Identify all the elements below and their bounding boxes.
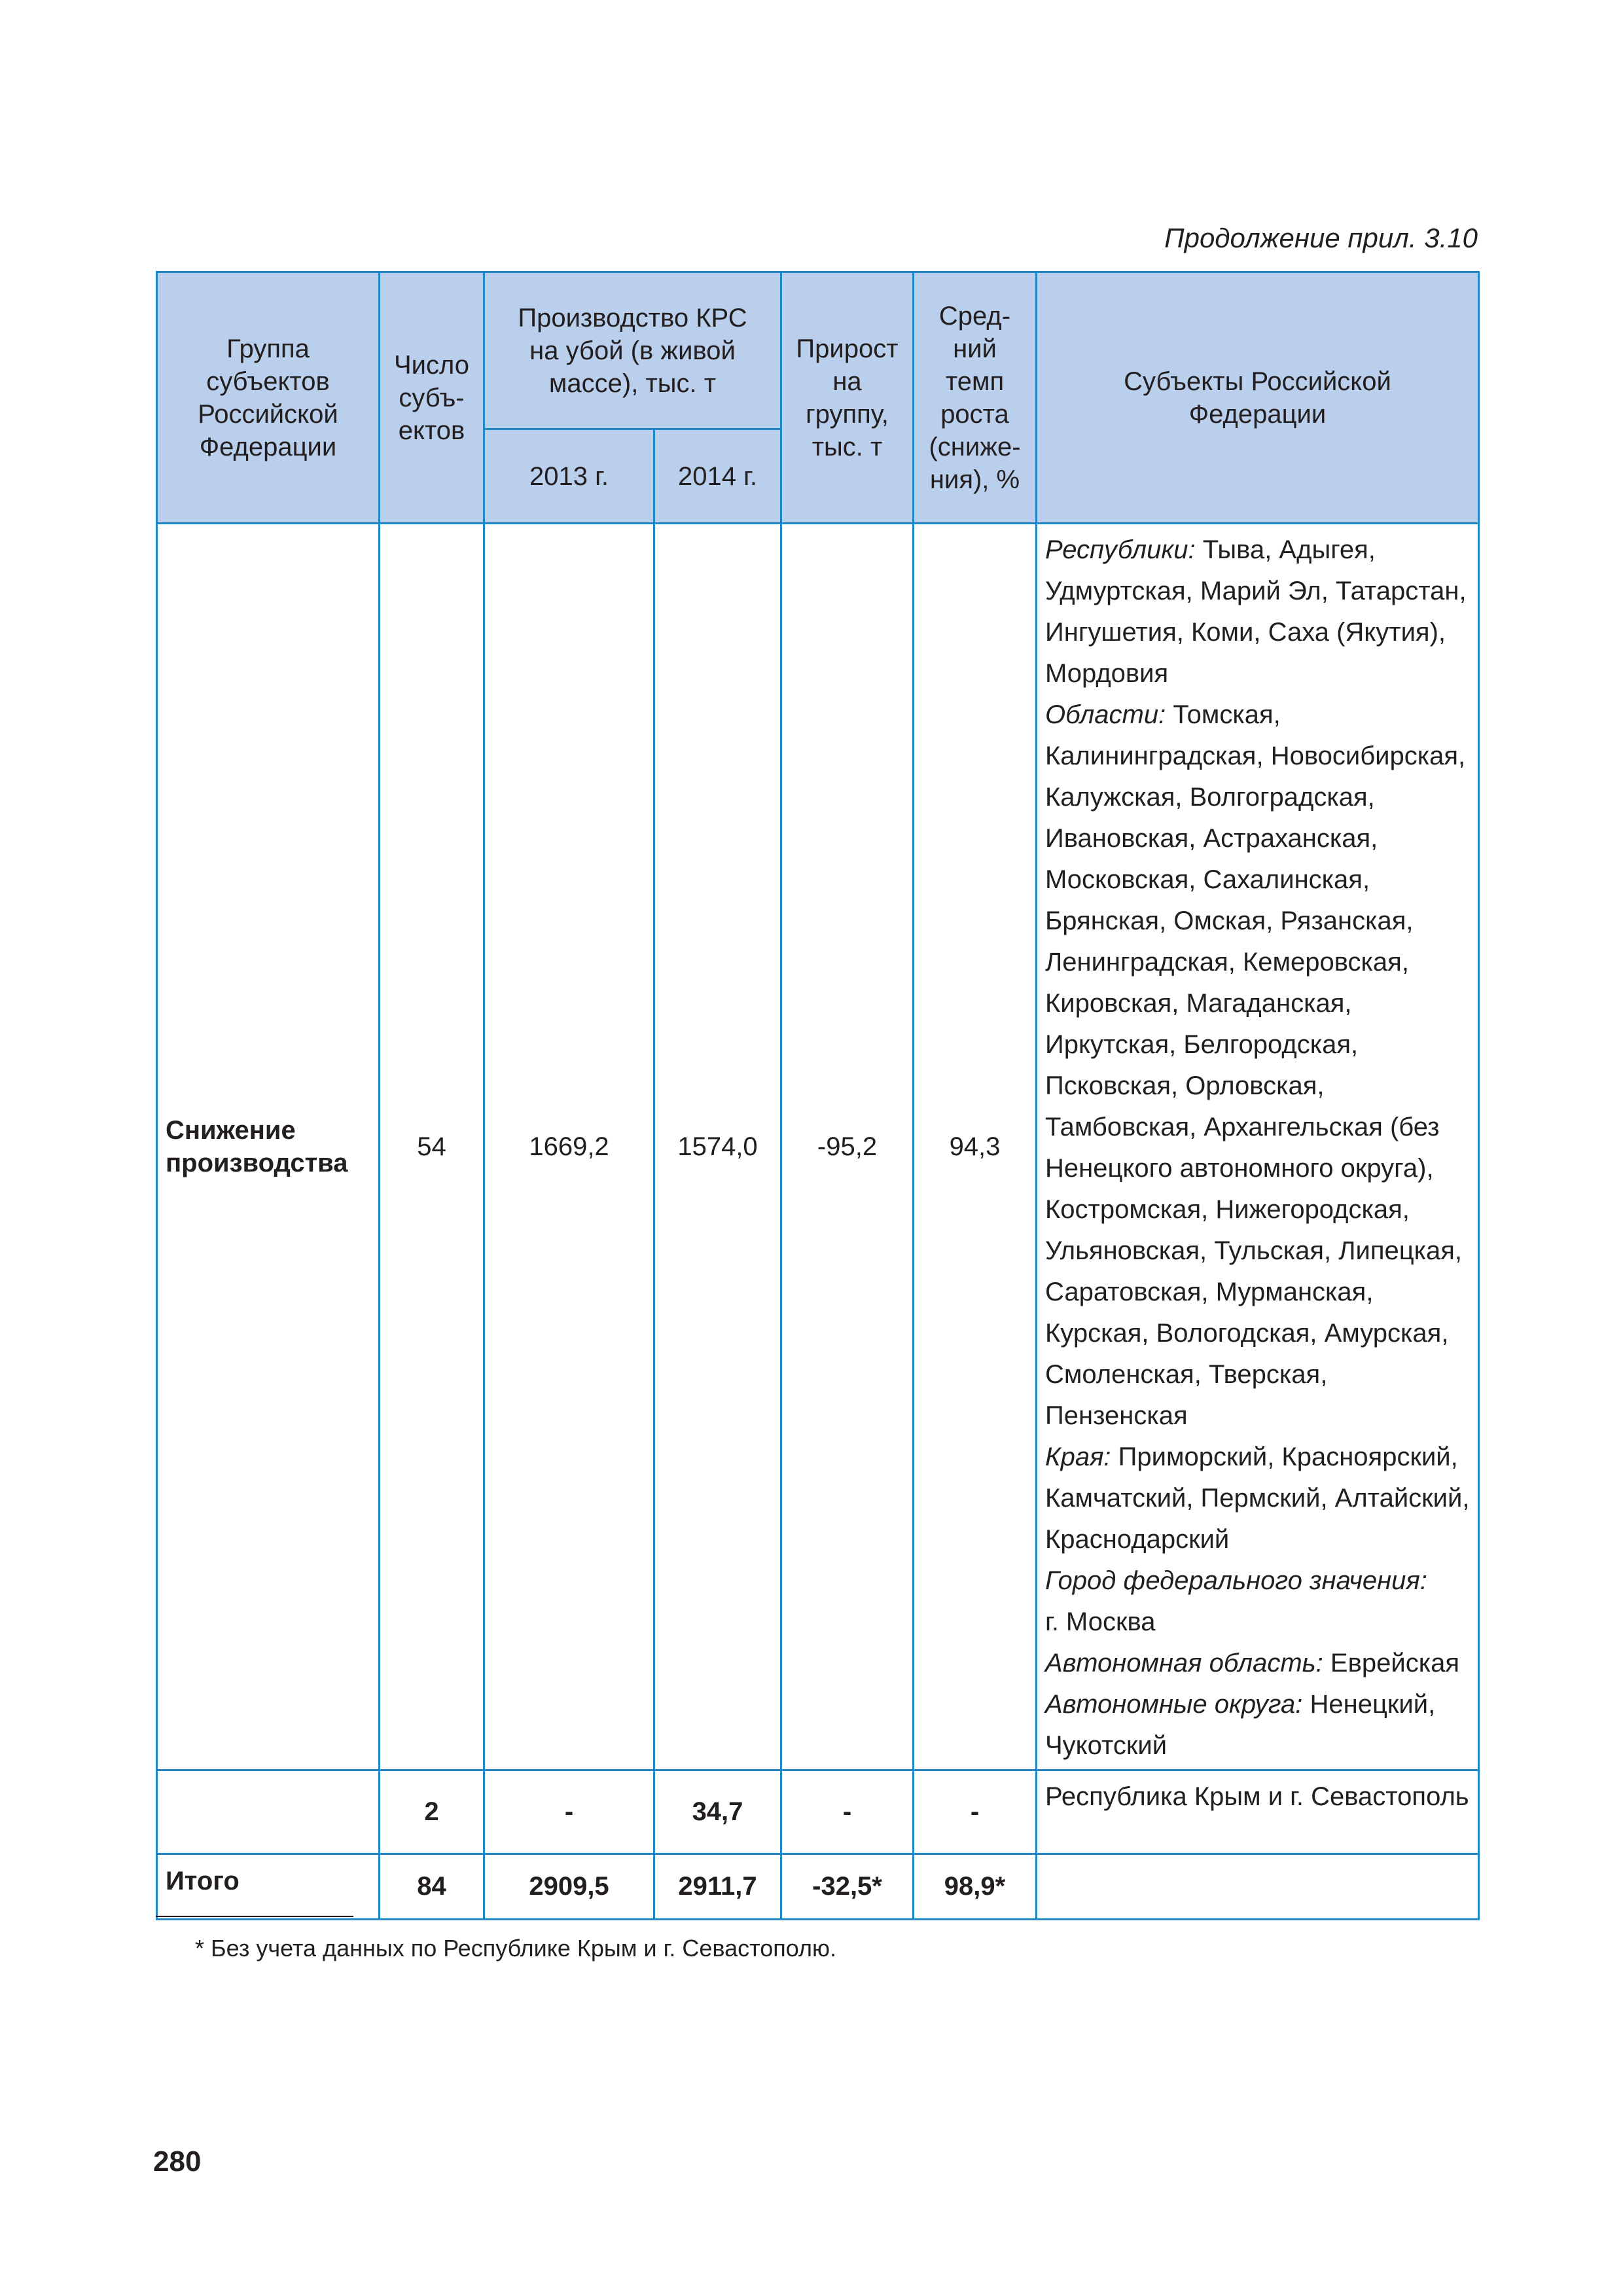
row-rate: 94,3 — [914, 524, 1037, 1770]
footnote-divider — [156, 1916, 353, 1917]
subjects-category: Края: — [1045, 1443, 1111, 1471]
row-group-label: Итого — [157, 1854, 380, 1920]
header-production: Производство КРС на убой (в живой массе), тыс. т — [484, 272, 781, 429]
row-subjects — [1037, 1854, 1479, 1920]
table-row — [157, 524, 1479, 1770]
header-year-2013: 2013 г. — [484, 429, 654, 524]
row-count: 2 — [380, 1770, 484, 1854]
subjects-list: г. Москва — [1045, 1607, 1156, 1636]
subjects-list: Приморский, Красноярский, Камчатский, Пермский, Алтайский, Краснодарский — [1045, 1443, 1470, 1554]
page-number: 280 — [153, 2145, 202, 2178]
header-growth: Прирост на группу, тыс. т — [781, 272, 914, 524]
row-prod-2014: 34,7 — [654, 1770, 781, 1854]
row-prod-2013: 2909,5 — [484, 1854, 654, 1920]
subjects-category: Республики: — [1045, 535, 1196, 564]
production-table — [156, 271, 1480, 1920]
appendix-caption: Продолжение прил. 3.10 — [1164, 223, 1478, 253]
row-subjects — [1037, 524, 1479, 1770]
row-subjects: Республика Крым и г. Севастополь — [1037, 1770, 1479, 1854]
row-growth: -95,2 — [781, 524, 914, 1770]
subjects-category: Области: — [1045, 700, 1166, 729]
row-rate: 98,9* — [914, 1854, 1037, 1920]
row-rate: - — [914, 1770, 1037, 1854]
header-year-2014: 2014 г. — [654, 429, 781, 524]
row-growth: -32,5* — [781, 1854, 914, 1920]
subjects-list: Тыва, Адыгея, Удмуртская, Марий Эл, Татарстан, Ингушетия, Коми, Саха (Якутия), Мордовия — [1045, 535, 1467, 688]
header-group: Группа субъектов Российской Федерации — [157, 272, 380, 524]
row-prod-2014: 2911,7 — [654, 1854, 781, 1920]
subjects-category: Автономные округа: — [1045, 1690, 1303, 1719]
row-group-label: Снижение производства — [157, 524, 380, 1770]
subjects-category: Город федерального значения: — [1045, 1566, 1427, 1595]
subjects-list: Ненецкий, Чукотский — [1045, 1690, 1436, 1760]
row-prod-2014: 1574,0 — [654, 524, 781, 1770]
row-prod-2013: - — [484, 1770, 654, 1854]
row-count: 84 — [380, 1854, 484, 1920]
subjects-list: Еврейская — [1330, 1649, 1459, 1677]
header-avg-rate: Сред-ний темп роста (сниже-ния), % — [914, 272, 1037, 524]
footnote: * Без учета данных по Республике Крым и г. Севастополю. — [195, 1935, 836, 1962]
row-group-label — [157, 1770, 380, 1854]
header-count: Число субъ-ектов — [380, 272, 484, 524]
table-row — [157, 1854, 1479, 1920]
table-row — [157, 1770, 1479, 1854]
subjects-category: Автономная область: — [1045, 1649, 1323, 1677]
header-subjects: Субъекты Российской Федерации — [1037, 272, 1479, 524]
row-count: 54 — [380, 524, 484, 1770]
subjects-list: Томская, Калининградская, Новосибирская, Калужская, Волгоградская, Ивановская, Астраханская, Московская, Сахалинская, Брянская, Омская, Рязанская, Ленинградская, Кемеровская, Кировская, Магаданская, Иркутская, Белгородская, Псковская, Орловская, Тамбовская, Архангельская (без Ненецкого автономного округа), Костромская, Нижегородская, Ульяновская, Тульская, Липецкая, Саратовская, Мурманская, Курская, Вологодская, Амурская, Смоленская, Тверская, Пензенская — [1045, 700, 1466, 1430]
row-growth: - — [781, 1770, 914, 1854]
row-prod-2013: 1669,2 — [484, 524, 654, 1770]
